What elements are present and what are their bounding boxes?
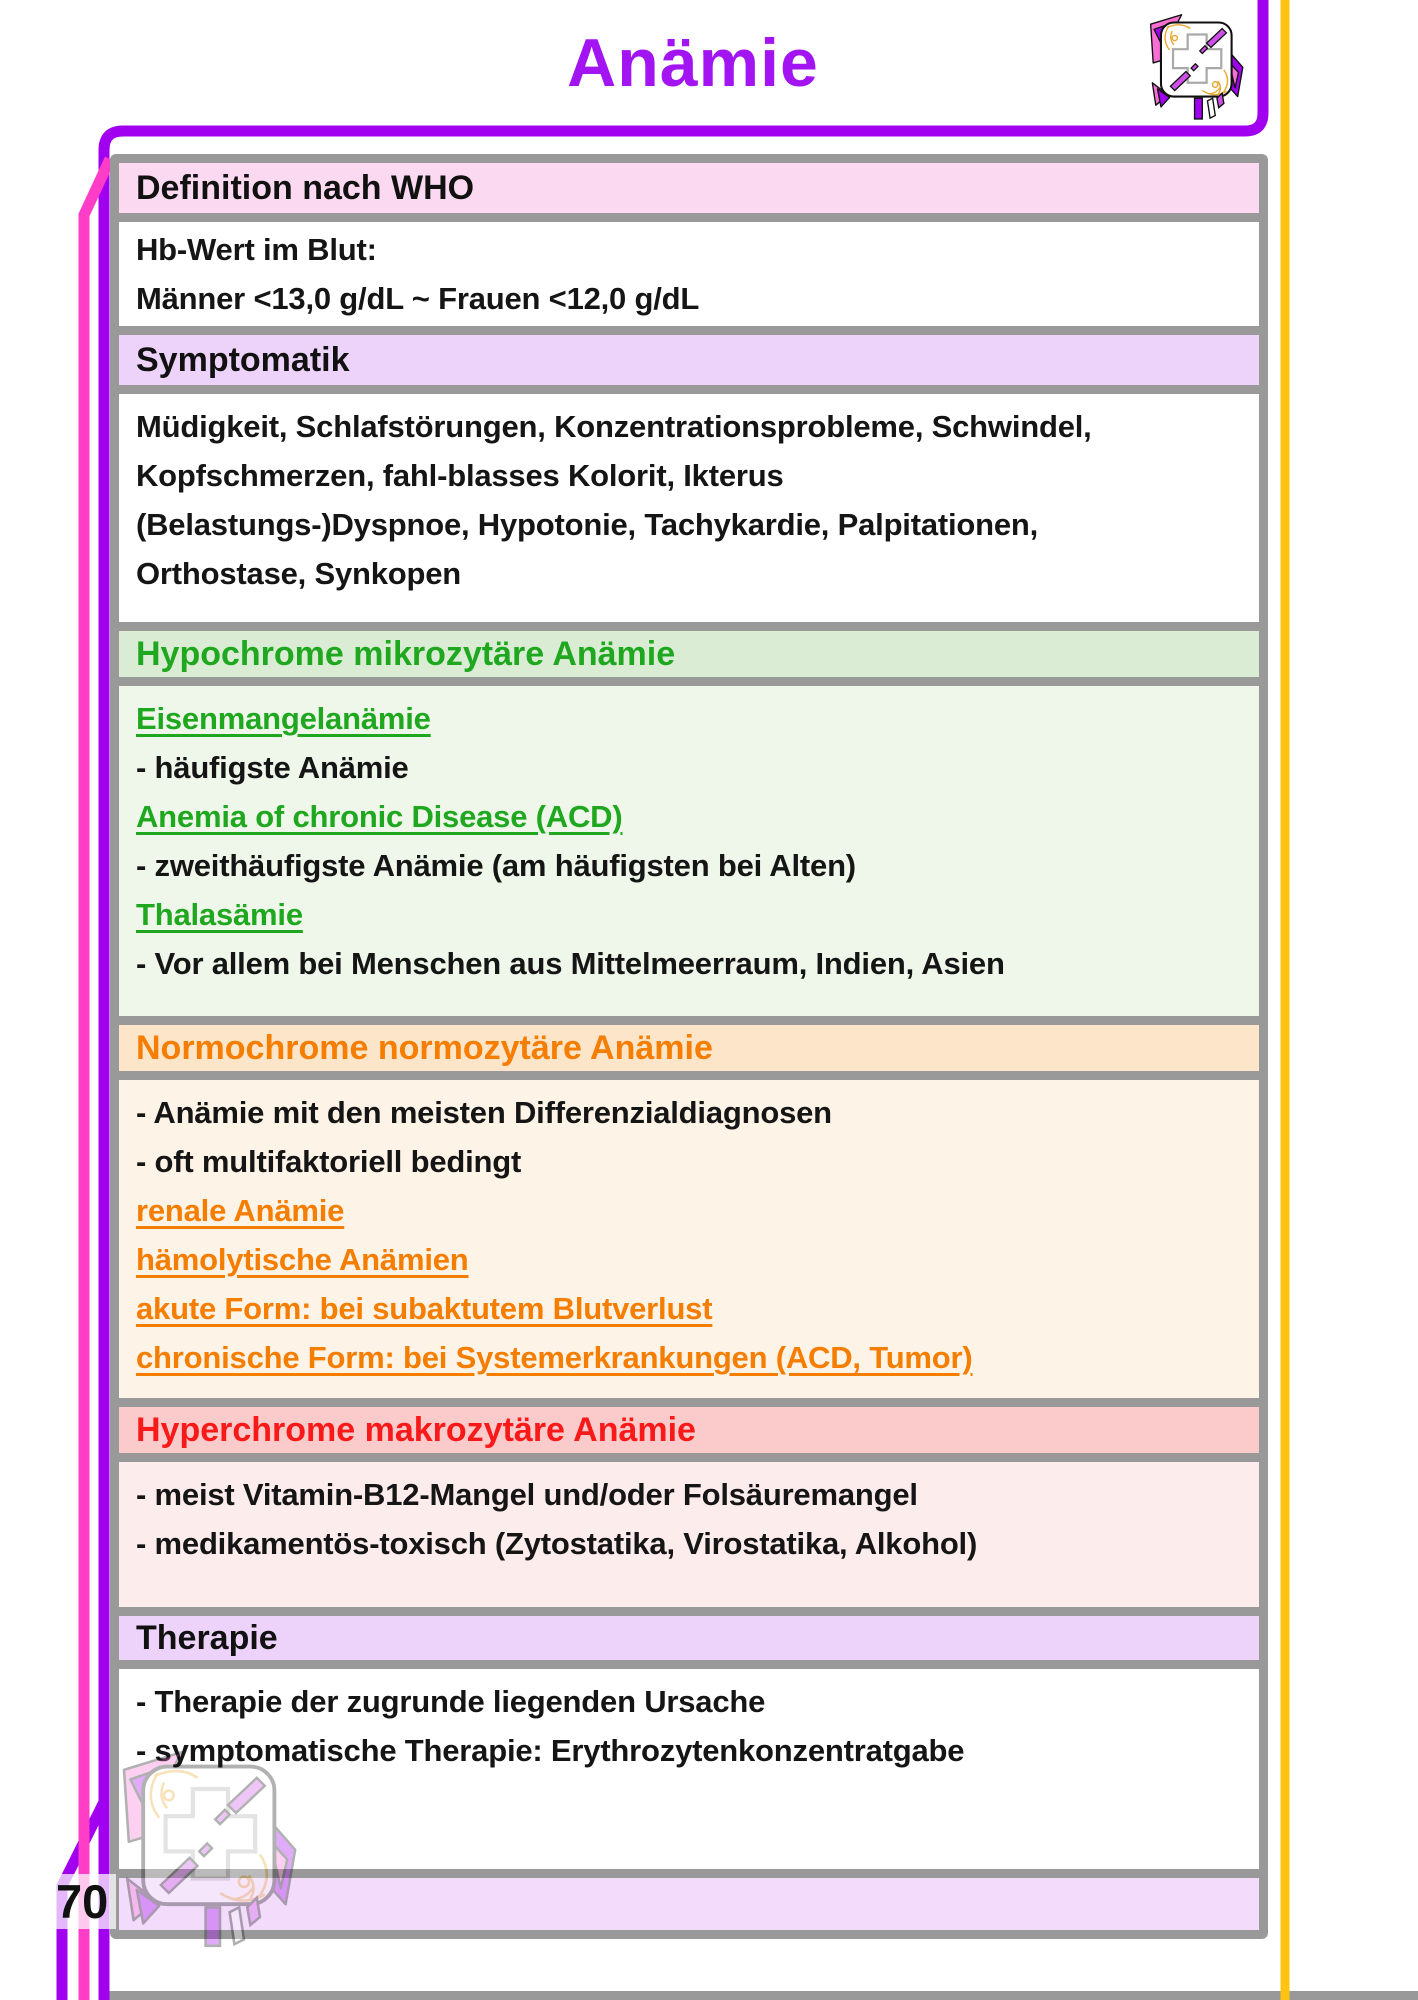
section-header-normochrome: Normochrome normozytäre Anämie: [119, 1025, 1259, 1071]
bottom-gray-bar: [100, 1991, 1418, 2000]
hypochrome-note-2: - zweithäufigste Anämie (am häufigsten bei Alten): [136, 848, 856, 883]
medical-cross-logo: [1142, 8, 1254, 130]
section-body-definition: [119, 222, 1259, 326]
link-chronische-form[interactable]: chronische Form: bei Systemerkrankungen (ACD, Tumor): [136, 1340, 973, 1375]
link-eisenmangelanaemie[interactable]: Eisenmangelanämie: [136, 701, 431, 736]
normochrome-note-2: - oft multifaktoriell bedingt: [136, 1144, 522, 1179]
section-body-therapie: [119, 1669, 1259, 1869]
symptomatik-line-3: (Belastungs-)Dyspnoe, Hypotonie, Tachykardie, Palpitationen,: [136, 507, 1039, 542]
hyperchrome-note-2: - medikamentös-toxisch (Zytostatika, Virostatika, Alkohol): [136, 1526, 978, 1561]
hypochrome-note-1: - häufigste Anämie: [136, 750, 409, 785]
section-body-hyperchrome: [119, 1462, 1259, 1607]
link-akute-form[interactable]: akute Form: bei subaktutem Blutverlust: [136, 1291, 713, 1326]
link-thalasaemie[interactable]: Thalasämie: [136, 897, 303, 932]
page-title: Anämie: [567, 25, 819, 101]
section-header-hypochrome: Hypochrome mikrozytäre Anämie: [119, 631, 1259, 677]
definition-line-1: Hb-Wert im Blut:: [136, 232, 377, 267]
page-number: 70: [48, 1874, 116, 1929]
link-renale-anaemie[interactable]: renale Anämie: [136, 1193, 345, 1228]
section-body-hypochrome: [119, 686, 1259, 1016]
hypochrome-note-3: - Vor allem bei Menschen aus Mittelmeerraum, Indien, Asien: [136, 946, 1005, 981]
link-haemolytische-anaemien[interactable]: hämolytische Anämien: [136, 1242, 469, 1277]
hyperchrome-note-1: - meist Vitamin-B12-Mangel und/oder Folsäuremangel: [136, 1477, 918, 1512]
therapie-note-2: - symptomatische Therapie: Erythrozytenkonzentratgabe: [136, 1733, 965, 1768]
normochrome-note-1: - Anämie mit den meisten Differenzialdiagnosen: [136, 1095, 832, 1130]
empty-footer-section: [119, 1878, 1259, 1930]
card-column: [110, 154, 1268, 1939]
definition-line-2: Männer <13,0 g/dL ~ Frauen <12,0 g/dL: [136, 281, 700, 316]
section-header-symptomatik: Symptomatik: [119, 335, 1259, 385]
section-body-normochrome: [119, 1080, 1259, 1398]
link-anemia-of-chronic-disease[interactable]: Anemia of chronic Disease (ACD): [136, 799, 623, 834]
section-header-definition: Definition nach WHO: [119, 163, 1259, 213]
symptomatik-line-4: Orthostase, Synkopen: [136, 556, 462, 591]
section-header-therapie: Therapie: [119, 1616, 1259, 1660]
symptomatik-line-2: Kopfschmerzen, fahl-blasses Kolorit, Ikterus: [136, 458, 784, 493]
symptomatik-line-1: Müdigkeit, Schlafstörungen, Konzentrationsprobleme, Schwindel,: [136, 409, 1092, 444]
therapie-note-1: - Therapie der zugrunde liegenden Ursache: [136, 1684, 766, 1719]
section-header-hyperchrome: Hyperchrome makrozytäre Anämie: [119, 1407, 1259, 1453]
section-body-symptomatik: [119, 394, 1259, 622]
